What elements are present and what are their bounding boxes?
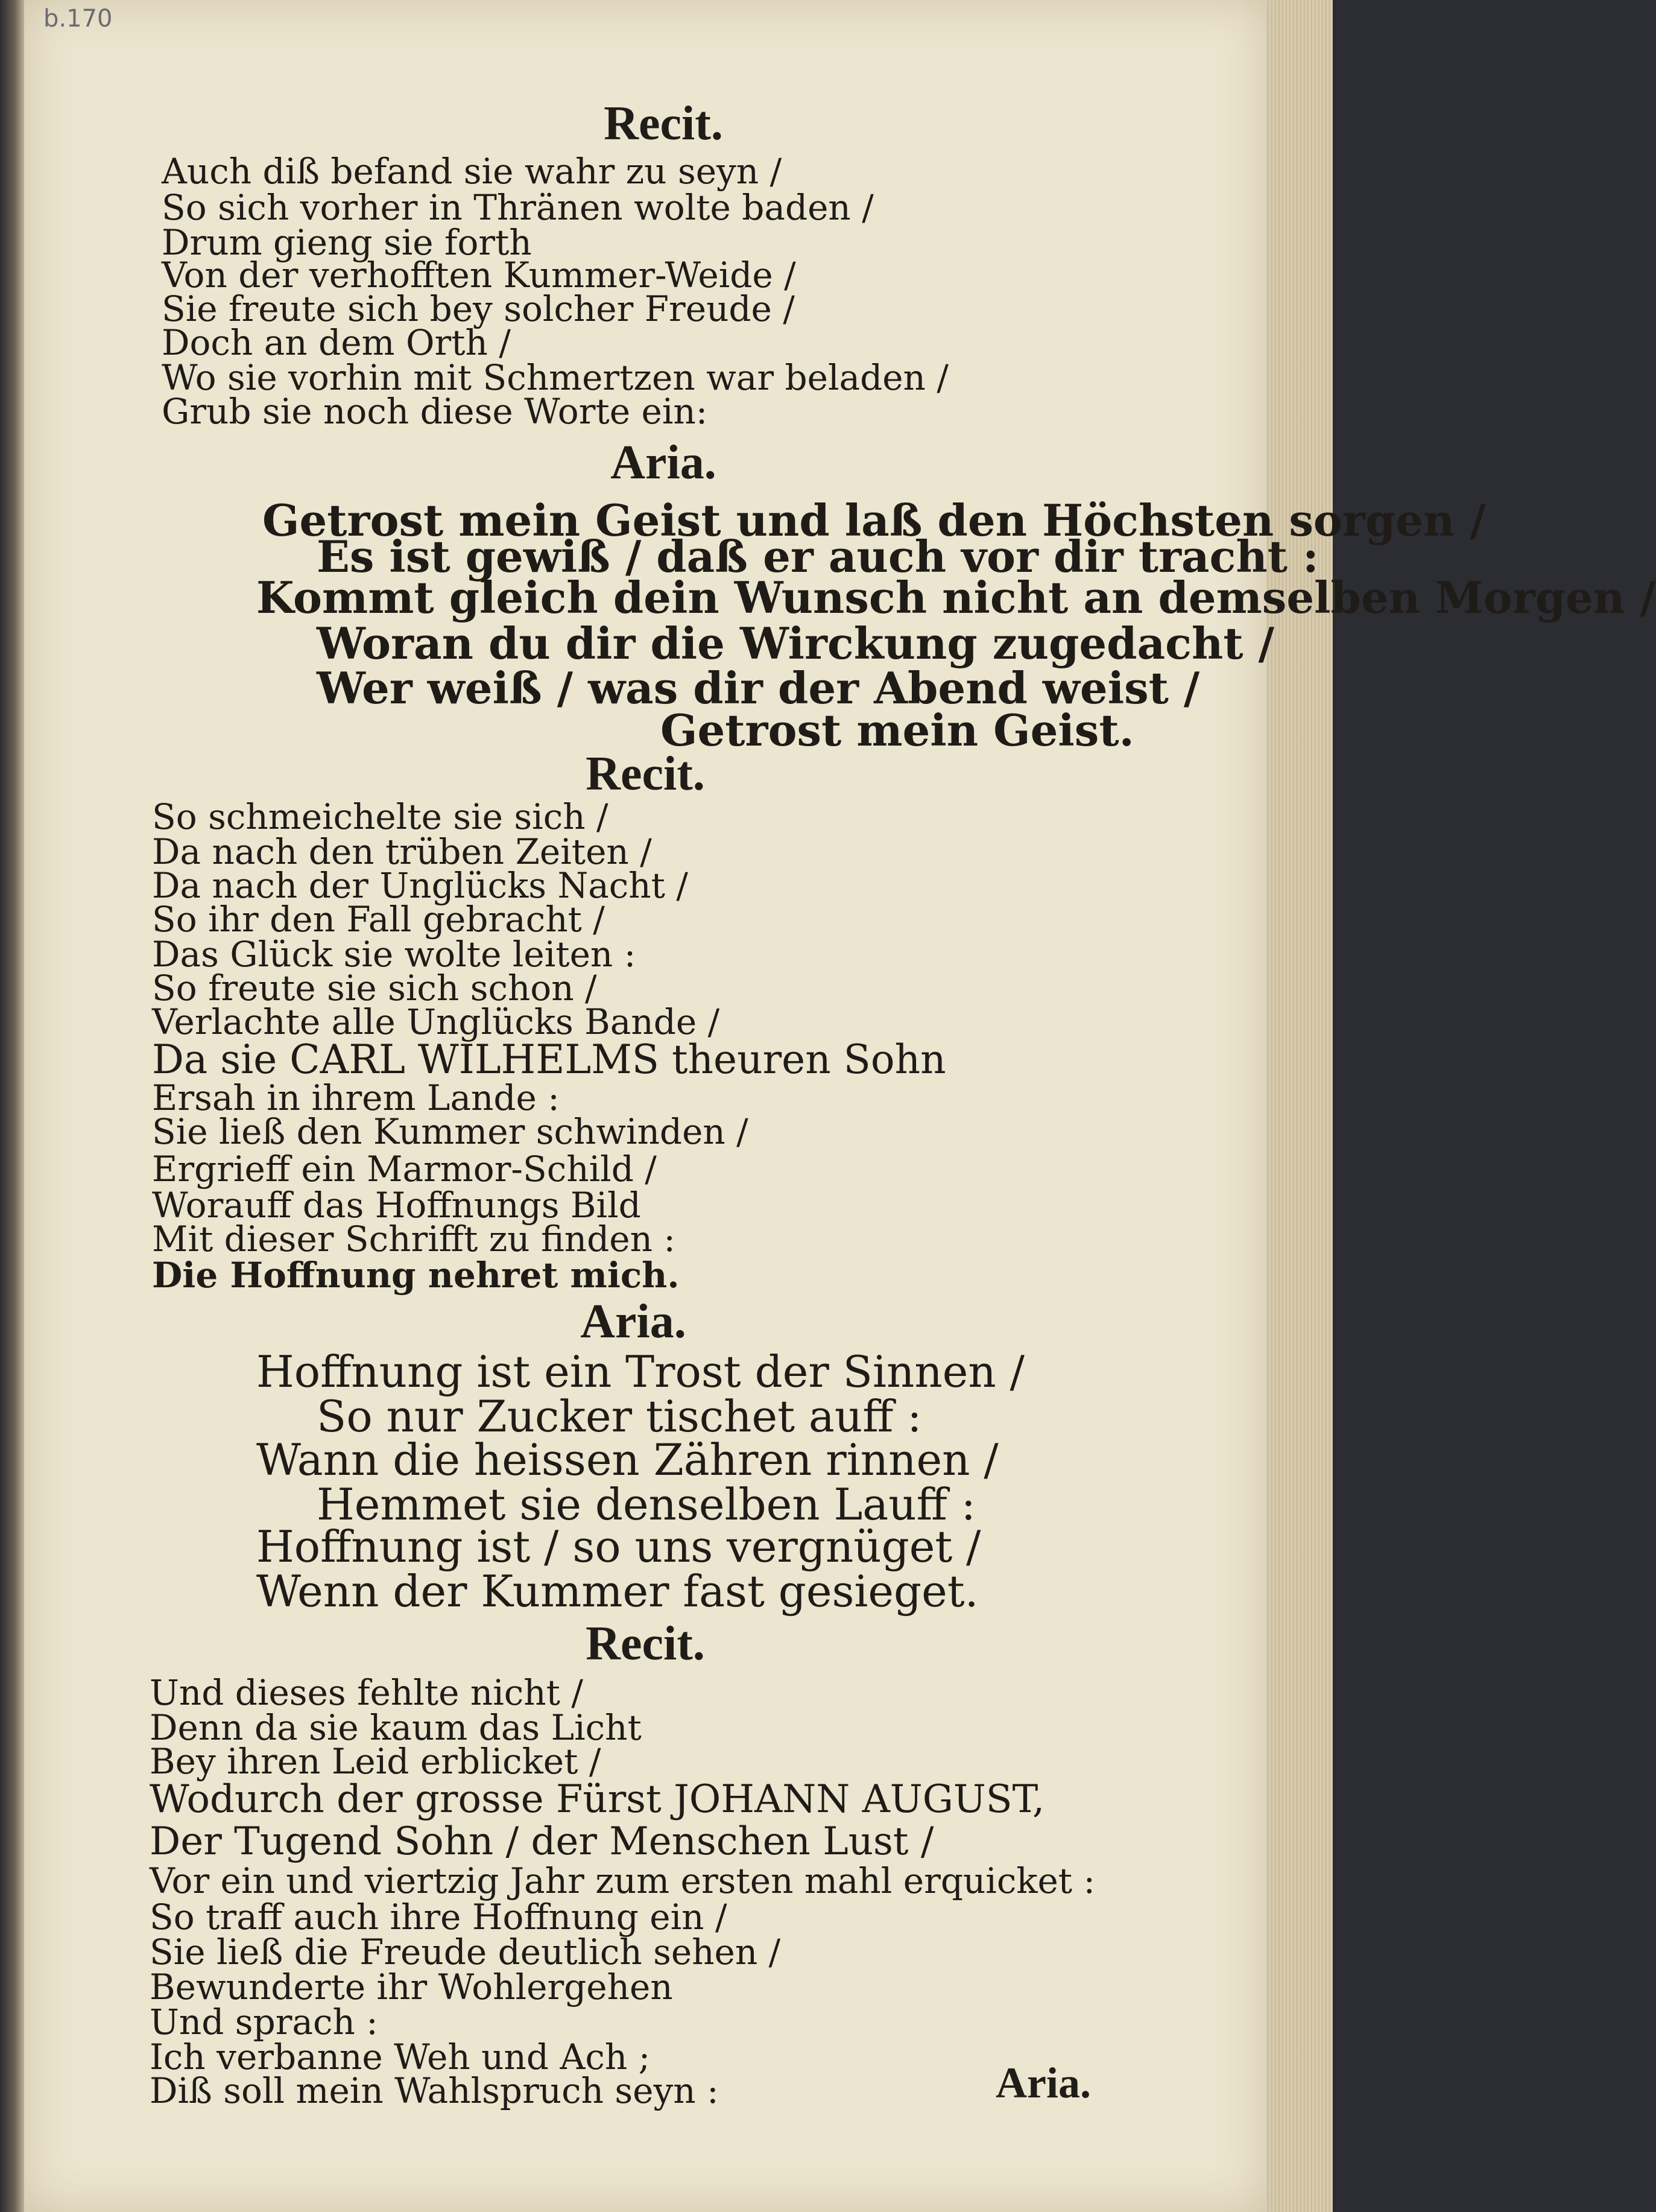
text-line: Sie freute sich bey solcher Freude / <box>162 288 795 329</box>
text-line: Und sprach : <box>150 2001 378 2042</box>
text-line: Vor ein und viertzig Jahr zum ersten mahl erquicket : <box>150 1860 1096 1901</box>
text-line: Hoffnung ist / so uns vergnüget / <box>256 1521 981 1572</box>
text-line: Verlachte alle Unglücks Bande / <box>152 1001 720 1042</box>
text-line: So ihr den Fall gebracht / <box>152 899 605 940</box>
text-line: Doch an dem Orth / <box>162 322 511 363</box>
text-line: Wo sie vorhin mit Schmertzen war beladen / <box>162 357 949 398</box>
text-line: Sie ließ die Freude deutlich sehen / <box>150 1932 781 1973</box>
text-line: Auch diß befand sie wahr zu seyn / <box>162 151 782 192</box>
section-heading-recit-2: Recit. <box>586 747 705 800</box>
text-line: Sie ließ den Kummer schwinden / <box>152 1111 748 1152</box>
text-line: Der Tugend Sohn / der Menschen Lust / <box>150 1819 934 1864</box>
text-line: Diß soll mein Wahlspruch seyn : <box>150 2070 719 2111</box>
text-line: Die Hoffnung nehret mich. <box>152 1255 680 1296</box>
text-line: Woran du dir die Wirckung zugedacht / <box>317 618 1274 669</box>
text-line: Da nach den trüben Zeiten / <box>152 831 652 872</box>
section-heading-aria-2: Aria. <box>580 1295 686 1348</box>
text-line: Hemmet sie denselben Lauff : <box>317 1479 976 1530</box>
section-heading-aria-1: Aria. <box>610 436 716 489</box>
text-line: Ich verbanne Weh und Ach ; <box>150 2036 651 2077</box>
text-line: So freute sie sich schon / <box>152 968 597 1009</box>
text-line: Getrost mein Geist und laß den Höchsten sorgen / <box>262 495 1486 546</box>
text-line: So schmeichelte sie sich / <box>152 796 608 837</box>
text-line: Wann die heissen Zähren rinnen / <box>256 1434 999 1485</box>
text-line: Worauff das Hoffnungs Bild <box>152 1185 641 1226</box>
text-line: Und dieses fehlte nicht / <box>150 1672 583 1713</box>
text-line: Bewunderte ihr Wohlergehen <box>150 1966 673 2008</box>
text-line: Das Glück sie wolte leiten : <box>152 934 636 975</box>
text-line: Grub sie noch diese Worte ein: <box>162 391 708 432</box>
catchword: Aria. <box>996 2059 1091 2107</box>
background-edge <box>1333 0 1361 2212</box>
text-line: Mit dieser Schrifft zu finden : <box>152 1219 675 1260</box>
text-line: So traff auch ihre Hoffnung ein / <box>150 1897 727 1938</box>
section-heading-recit-1: Recit. <box>604 97 723 150</box>
text-line: Getrost mein Geist. <box>660 705 1134 756</box>
text-line: Ersah in ihrem Lande : <box>152 1077 560 1118</box>
text-line: Von der verhofften Kummer-Weide / <box>162 255 796 296</box>
text-line: Denn da sie kaum das Licht <box>150 1707 642 1748</box>
text-line: So sich vorher in Thränen wolte baden / <box>162 187 874 228</box>
text-line: Drum gieng sie forth <box>162 222 532 263</box>
text-line: Da nach der Unglücks Nacht / <box>152 865 688 906</box>
section-heading-recit-3: Recit. <box>586 1617 705 1670</box>
text-line: Es ist gewiß / daß er auch vor dir tracht : <box>317 531 1319 582</box>
text-line: So nur Zucker tischet auff : <box>317 1391 922 1442</box>
text-line: Bey ihren Leid erblicket / <box>150 1741 601 1782</box>
page-reference-mark: b.170 <box>43 5 113 33</box>
text-line: Hoffnung ist ein Trost der Sinnen / <box>256 1346 1025 1397</box>
text-line: Ergrieff ein Marmor-Schild / <box>152 1149 657 1190</box>
text-line: Wodurch der grosse Fürst JOHANN AUGUST, <box>150 1777 1045 1822</box>
text-line: Wenn der Kummer fast gesieget. <box>256 1566 979 1617</box>
text-line: Wer weiß / was dir der Abend weist / <box>317 662 1200 714</box>
book-gutter <box>0 0 24 2212</box>
text-line: Da sie CARL WILHELMS theuren Sohn <box>152 1036 946 1083</box>
text-line: Kommt gleich dein Wunsch nicht an demselben Morgen / <box>256 572 1656 623</box>
